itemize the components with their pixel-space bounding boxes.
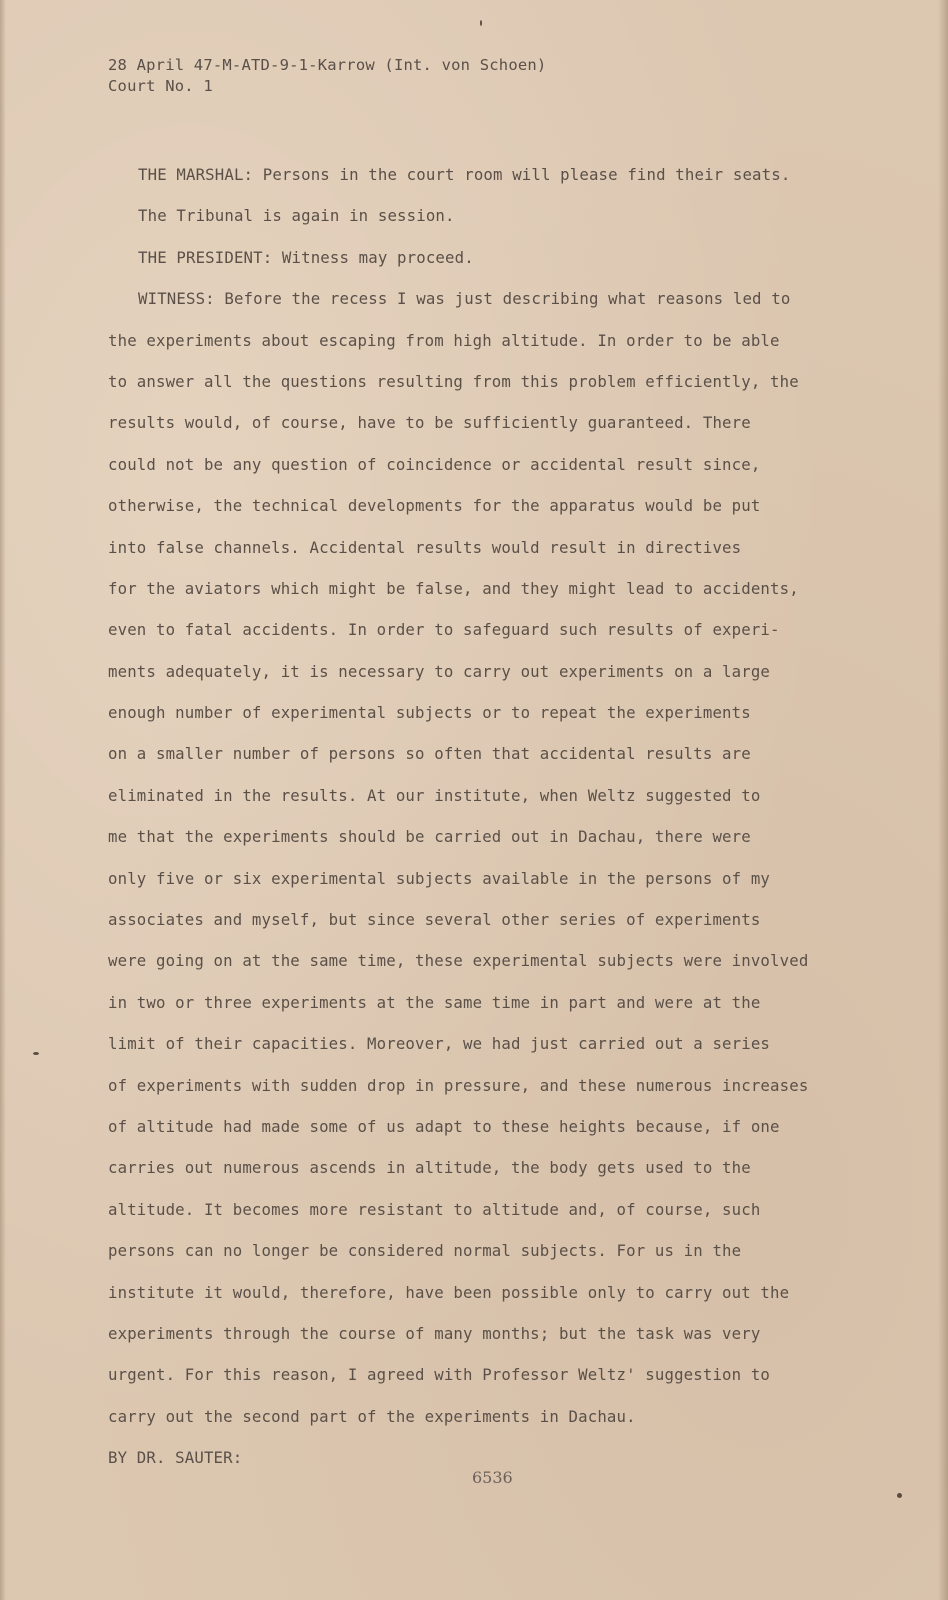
transcript-line: of experiments with sudden drop in pressure, and these numerous increases bbox=[108, 1075, 809, 1095]
transcript-line: carries out numerous ascends in altitude, the body gets used to the bbox=[108, 1158, 751, 1178]
transcript-line: carry out the second part of the experiments in Dachau. bbox=[108, 1406, 636, 1426]
transcript-line: me that the experiments should be carried out in Dachau, there were bbox=[108, 827, 751, 847]
page-number: 6536 bbox=[472, 1468, 513, 1487]
transcript-line: experiments through the course of many months; but the task was very bbox=[108, 1323, 761, 1343]
transcript-line: were going on at the same time, these experimental subjects were involved bbox=[108, 951, 809, 971]
transcript-line: results would, of course, have to be sufficiently guaranteed. There bbox=[108, 413, 751, 433]
transcript-line: eliminated in the results. At our institute, when Weltz suggested to bbox=[108, 785, 761, 805]
transcript-line: urgent. For this reason, I agreed with Professor Weltz' suggestion to bbox=[108, 1365, 771, 1385]
transcript-line: could not be any question of coincidence or accidental result since, bbox=[108, 454, 761, 474]
paper-speck bbox=[33, 1052, 39, 1055]
transcript-line: associates and myself, but since several other series of experiments bbox=[108, 910, 761, 930]
transcript-line: altitude. It becomes more resistant to altitude and, of course, such bbox=[108, 1199, 761, 1219]
header-court-line: Court No. 1 bbox=[108, 77, 213, 95]
transcript-line: ments adequately, it is necessary to carry out experiments on a large bbox=[108, 661, 771, 681]
transcript-line: to answer all the questions resulting from this problem efficiently, the bbox=[108, 371, 799, 391]
header-reference-line: 28 April 47-M-ATD-9-1-Karrow (Int. von Schoen) bbox=[108, 56, 547, 74]
document-header bbox=[108, 55, 546, 97]
paper-speck bbox=[897, 1493, 902, 1498]
paper-speck bbox=[480, 20, 482, 26]
transcript-line: for the aviators which might be false, and they might lead to accidents, bbox=[108, 578, 799, 598]
examiner-line: BY DR. SAUTER: bbox=[108, 1448, 243, 1468]
transcript-line: enough number of experimental subjects or to repeat the experiments bbox=[108, 703, 751, 723]
transcript-line: of altitude had made some of us adapt to these heights because, if one bbox=[108, 1116, 780, 1136]
transcript-line: in two or three experiments at the same time in part and were at the bbox=[108, 992, 761, 1012]
transcript-line: otherwise, the technical developments for the apparatus would be put bbox=[108, 496, 761, 516]
transcript-line: institute it would, therefore, have been possible only to carry out the bbox=[108, 1282, 790, 1302]
transcript-line: even to fatal accidents. In order to safeguard such results of experi- bbox=[108, 620, 780, 640]
transcript-line: persons can no longer be considered normal subjects. For us in the bbox=[108, 1241, 742, 1261]
transcript-body bbox=[108, 154, 868, 1479]
transcript-line: only five or six experimental subjects available in the persons of my bbox=[108, 868, 771, 888]
transcript-line: into false channels. Accidental results would result in directives bbox=[108, 537, 742, 557]
transcript-line: THE PRESIDENT: Witness may proceed. bbox=[138, 247, 474, 267]
transcript-line: on a smaller number of persons so often that accidental results are bbox=[108, 744, 751, 764]
transcript-line: THE MARSHAL: Persons in the court room will please find their seats. bbox=[138, 165, 791, 184]
transcript-line: WITNESS: Before the recess I was just describing what reasons led to bbox=[138, 289, 791, 309]
transcript-line: limit of their capacities. Moreover, we had just carried out a series bbox=[108, 1034, 771, 1054]
transcript-line: the experiments about escaping from high altitude. In order to be able bbox=[108, 330, 780, 350]
transcript-line: The Tribunal is again in session. bbox=[138, 206, 455, 226]
